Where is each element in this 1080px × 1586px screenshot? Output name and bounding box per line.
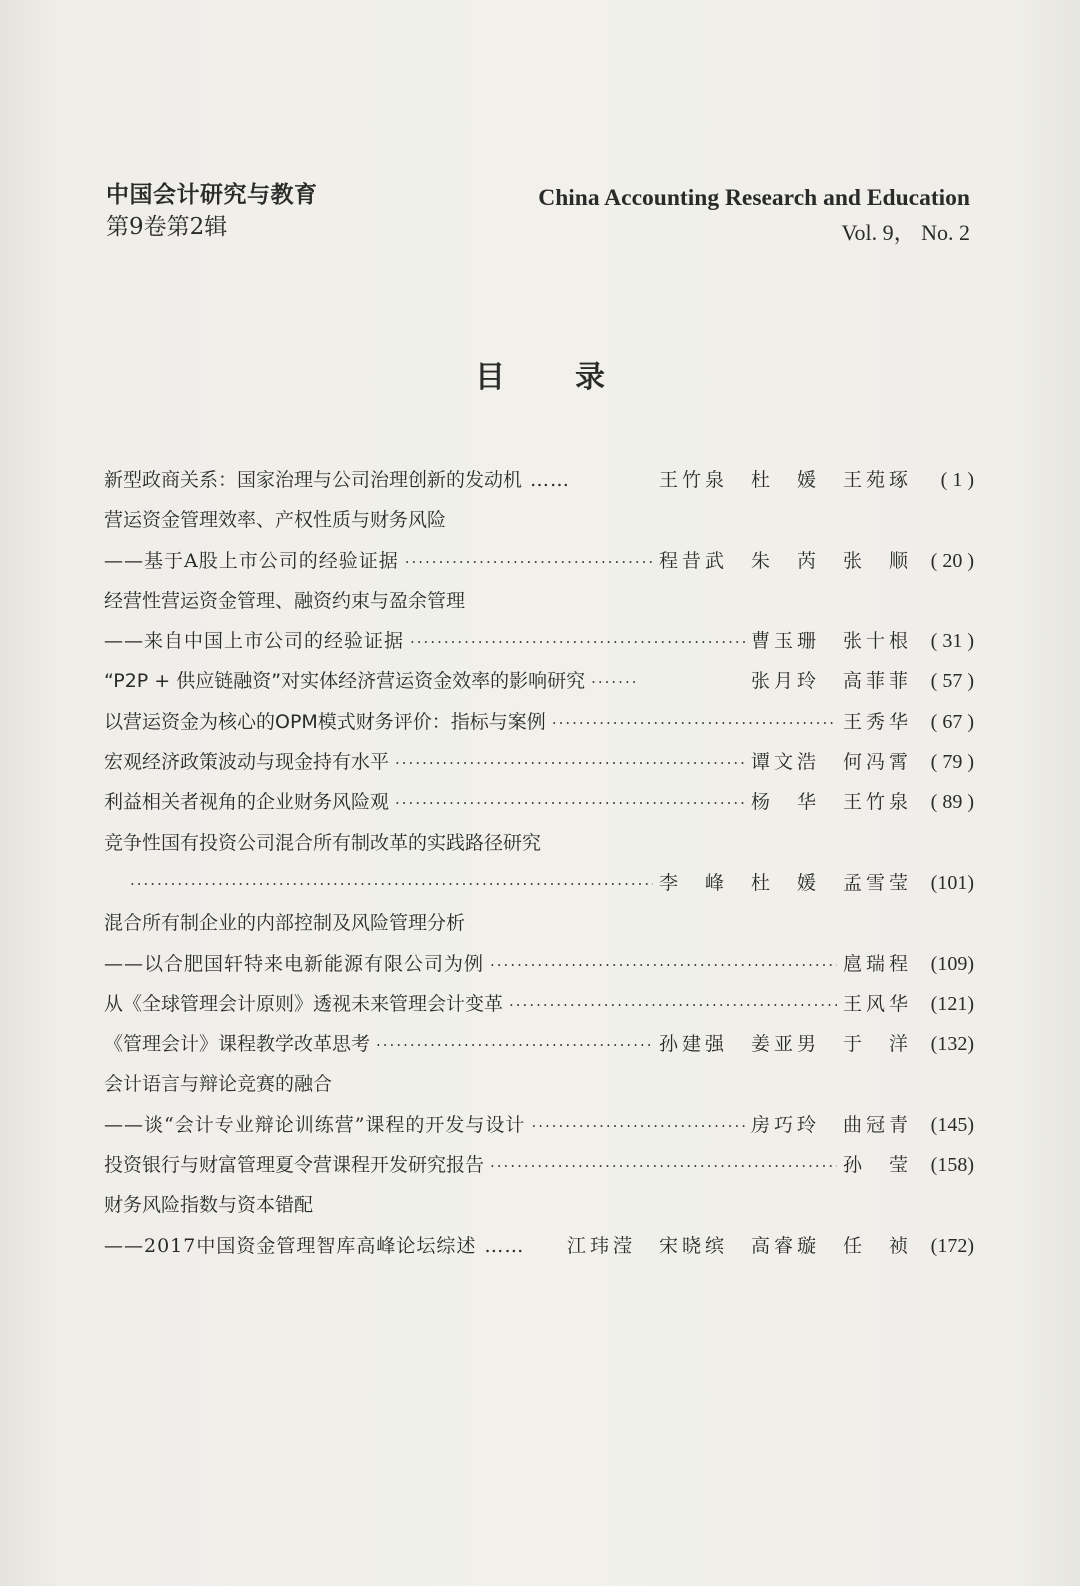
header-right: [538, 183, 970, 253]
entry-subtitle: ——以合肥国轩特来电新能源有限公司为例: [104, 952, 485, 975]
entry-authors: 孙建强 姜亚男 于 洋: [658, 1033, 912, 1056]
toc-entry-subtitle[interactable]: [104, 541, 974, 581]
toc-entry[interactable]: [104, 1185, 974, 1225]
entry-page: (132): [930, 1033, 974, 1056]
entry-authors: 程昔武 朱 芮 张 顺: [658, 549, 912, 572]
dot-leader: [395, 783, 745, 823]
entry-title: “P2P + 供应链融资”对实体经济营运资金效率的影响研究: [104, 670, 586, 693]
dot-leader: [410, 622, 745, 662]
entry-page: (145): [930, 1113, 974, 1136]
dot-leader: [509, 985, 837, 1025]
toc-entry[interactable]: [104, 500, 974, 540]
entry-title: 混合所有制企业的内部控制及风险管理分析: [104, 912, 466, 935]
dot-leader: [591, 662, 635, 702]
entry-page: ( 89 ): [930, 791, 974, 814]
entry-page: ( 79 ): [930, 751, 974, 774]
toc-entry[interactable]: [104, 1024, 974, 1064]
toc-entry-subtitle[interactable]: [104, 944, 974, 984]
toc-entry[interactable]: [104, 661, 974, 701]
entry-authors: 孙 莹: [842, 1154, 912, 1177]
entry-subtitle: ——2017中国资金管理智库高峰论坛综述: [104, 1234, 477, 1257]
dot-leader: [490, 1146, 837, 1186]
entry-subtitle: ——来自中国上市公司的经验证据: [104, 630, 405, 653]
entry-page: (158): [930, 1154, 974, 1177]
toc-entry[interactable]: [104, 742, 974, 782]
toc-entry[interactable]: [104, 823, 974, 863]
entry-title: 营运资金管理效率、产权性质与财务风险: [104, 509, 447, 532]
toc-entry[interactable]: [104, 581, 974, 621]
dot-leader: [395, 743, 745, 783]
entry-authors: 扈瑞程: [842, 952, 912, 975]
entry-leader: ……: [530, 469, 571, 491]
entry-page: (101): [930, 871, 974, 894]
entry-title: 利益相关者视角的企业财务风险观: [104, 791, 390, 814]
entry-authors: 谭文浩 何冯霄: [750, 751, 912, 774]
entry-authors: 王竹泉 杜 媛 王苑琢: [658, 469, 912, 491]
toc-entry-subtitle[interactable]: [104, 1226, 974, 1266]
dot-leader: [405, 542, 653, 582]
entry-title: 新型政商关系：国家治理与公司治理创新的发动机: [104, 469, 523, 491]
entry-title: 财务风险指数与资本错配: [104, 1194, 314, 1217]
toc-entry[interactable]: [104, 782, 974, 822]
entry-title: 以营运资金为核心的OPM模式财务评价：指标与案例: [104, 710, 546, 733]
entry-authors: 江玮滢 宋晓缤 高睿璇 任 祯: [566, 1234, 912, 1257]
entry-page: ( 57 ): [930, 670, 974, 693]
entry-authors: 杨 华 王竹泉: [750, 791, 912, 814]
entry-page: (172): [930, 1234, 974, 1257]
table-of-contents: [104, 460, 974, 1266]
toc-entry[interactable]: [104, 903, 974, 943]
journal-title-en: China Accounting Research and Education: [538, 185, 970, 211]
entry-authors: 王秀华: [842, 710, 912, 733]
entry-title: 经营性营运资金管理、融资约束与盈余管理: [104, 589, 466, 612]
entry-title: 《管理会计》课程教学改革思考: [104, 1033, 371, 1056]
entry-subtitle: ——谈“会计专业辩论训练营”课程的开发与设计: [104, 1113, 526, 1136]
toc-entry-subtitle[interactable]: [104, 621, 974, 661]
entry-title: 从《全球管理会计原则》透视未来管理会计变革: [104, 992, 504, 1015]
dot-leader: [552, 703, 837, 743]
entry-title: 竞争性国有投资公司混合所有制改革的实践路径研究: [104, 831, 542, 854]
header-left: [106, 180, 318, 244]
toc-entry[interactable]: [104, 984, 974, 1024]
entry-authors: 李 峰 杜 媛 孟雪莹: [658, 871, 912, 894]
entry-authors: 房巧玲 曲冠青: [750, 1113, 912, 1136]
entry-authors: 张月玲 高菲菲: [750, 670, 912, 693]
toc-entry[interactable]: [104, 460, 974, 500]
entry-title: 会计语言与辩论竞赛的融合: [104, 1073, 333, 1096]
entry-page: ( 1 ): [940, 469, 974, 491]
toc-entry[interactable]: [104, 702, 974, 742]
toc-entry[interactable]: [104, 1145, 974, 1185]
entry-authors: 曹玉珊 张十根: [750, 630, 912, 653]
dot-leader: [490, 945, 837, 985]
dot-leader: [130, 864, 653, 904]
entry-subtitle: ——基于A股上市公司的经验证据: [104, 549, 399, 572]
entry-title: 宏观经济政策波动与现金持有水平: [104, 751, 390, 774]
entry-page: (121): [930, 992, 974, 1015]
entry-page: ( 20 ): [930, 549, 974, 572]
toc-entry[interactable]: [104, 1064, 974, 1104]
volume-en: Vol. 9， No. 2: [841, 220, 970, 245]
entry-authors: 王风华: [842, 992, 912, 1015]
volume-cn: 第9卷第2辑: [106, 214, 228, 240]
entry-page: ( 31 ): [930, 630, 974, 653]
entry-page: (109): [930, 952, 974, 975]
toc-entry-continuation[interactable]: [104, 863, 974, 903]
toc-heading: 目录: [475, 360, 675, 395]
journal-title-cn: 中国会计研究与教育: [106, 182, 318, 208]
dot-leader: [376, 1025, 653, 1065]
entry-page: ( 67 ): [930, 710, 974, 733]
toc-entry-subtitle[interactable]: [104, 1105, 974, 1145]
dot-leader: [531, 1106, 745, 1146]
entry-leader: ……: [484, 1234, 525, 1257]
entry-title: 投资银行与财富管理夏令营课程开发研究报告: [104, 1154, 485, 1177]
